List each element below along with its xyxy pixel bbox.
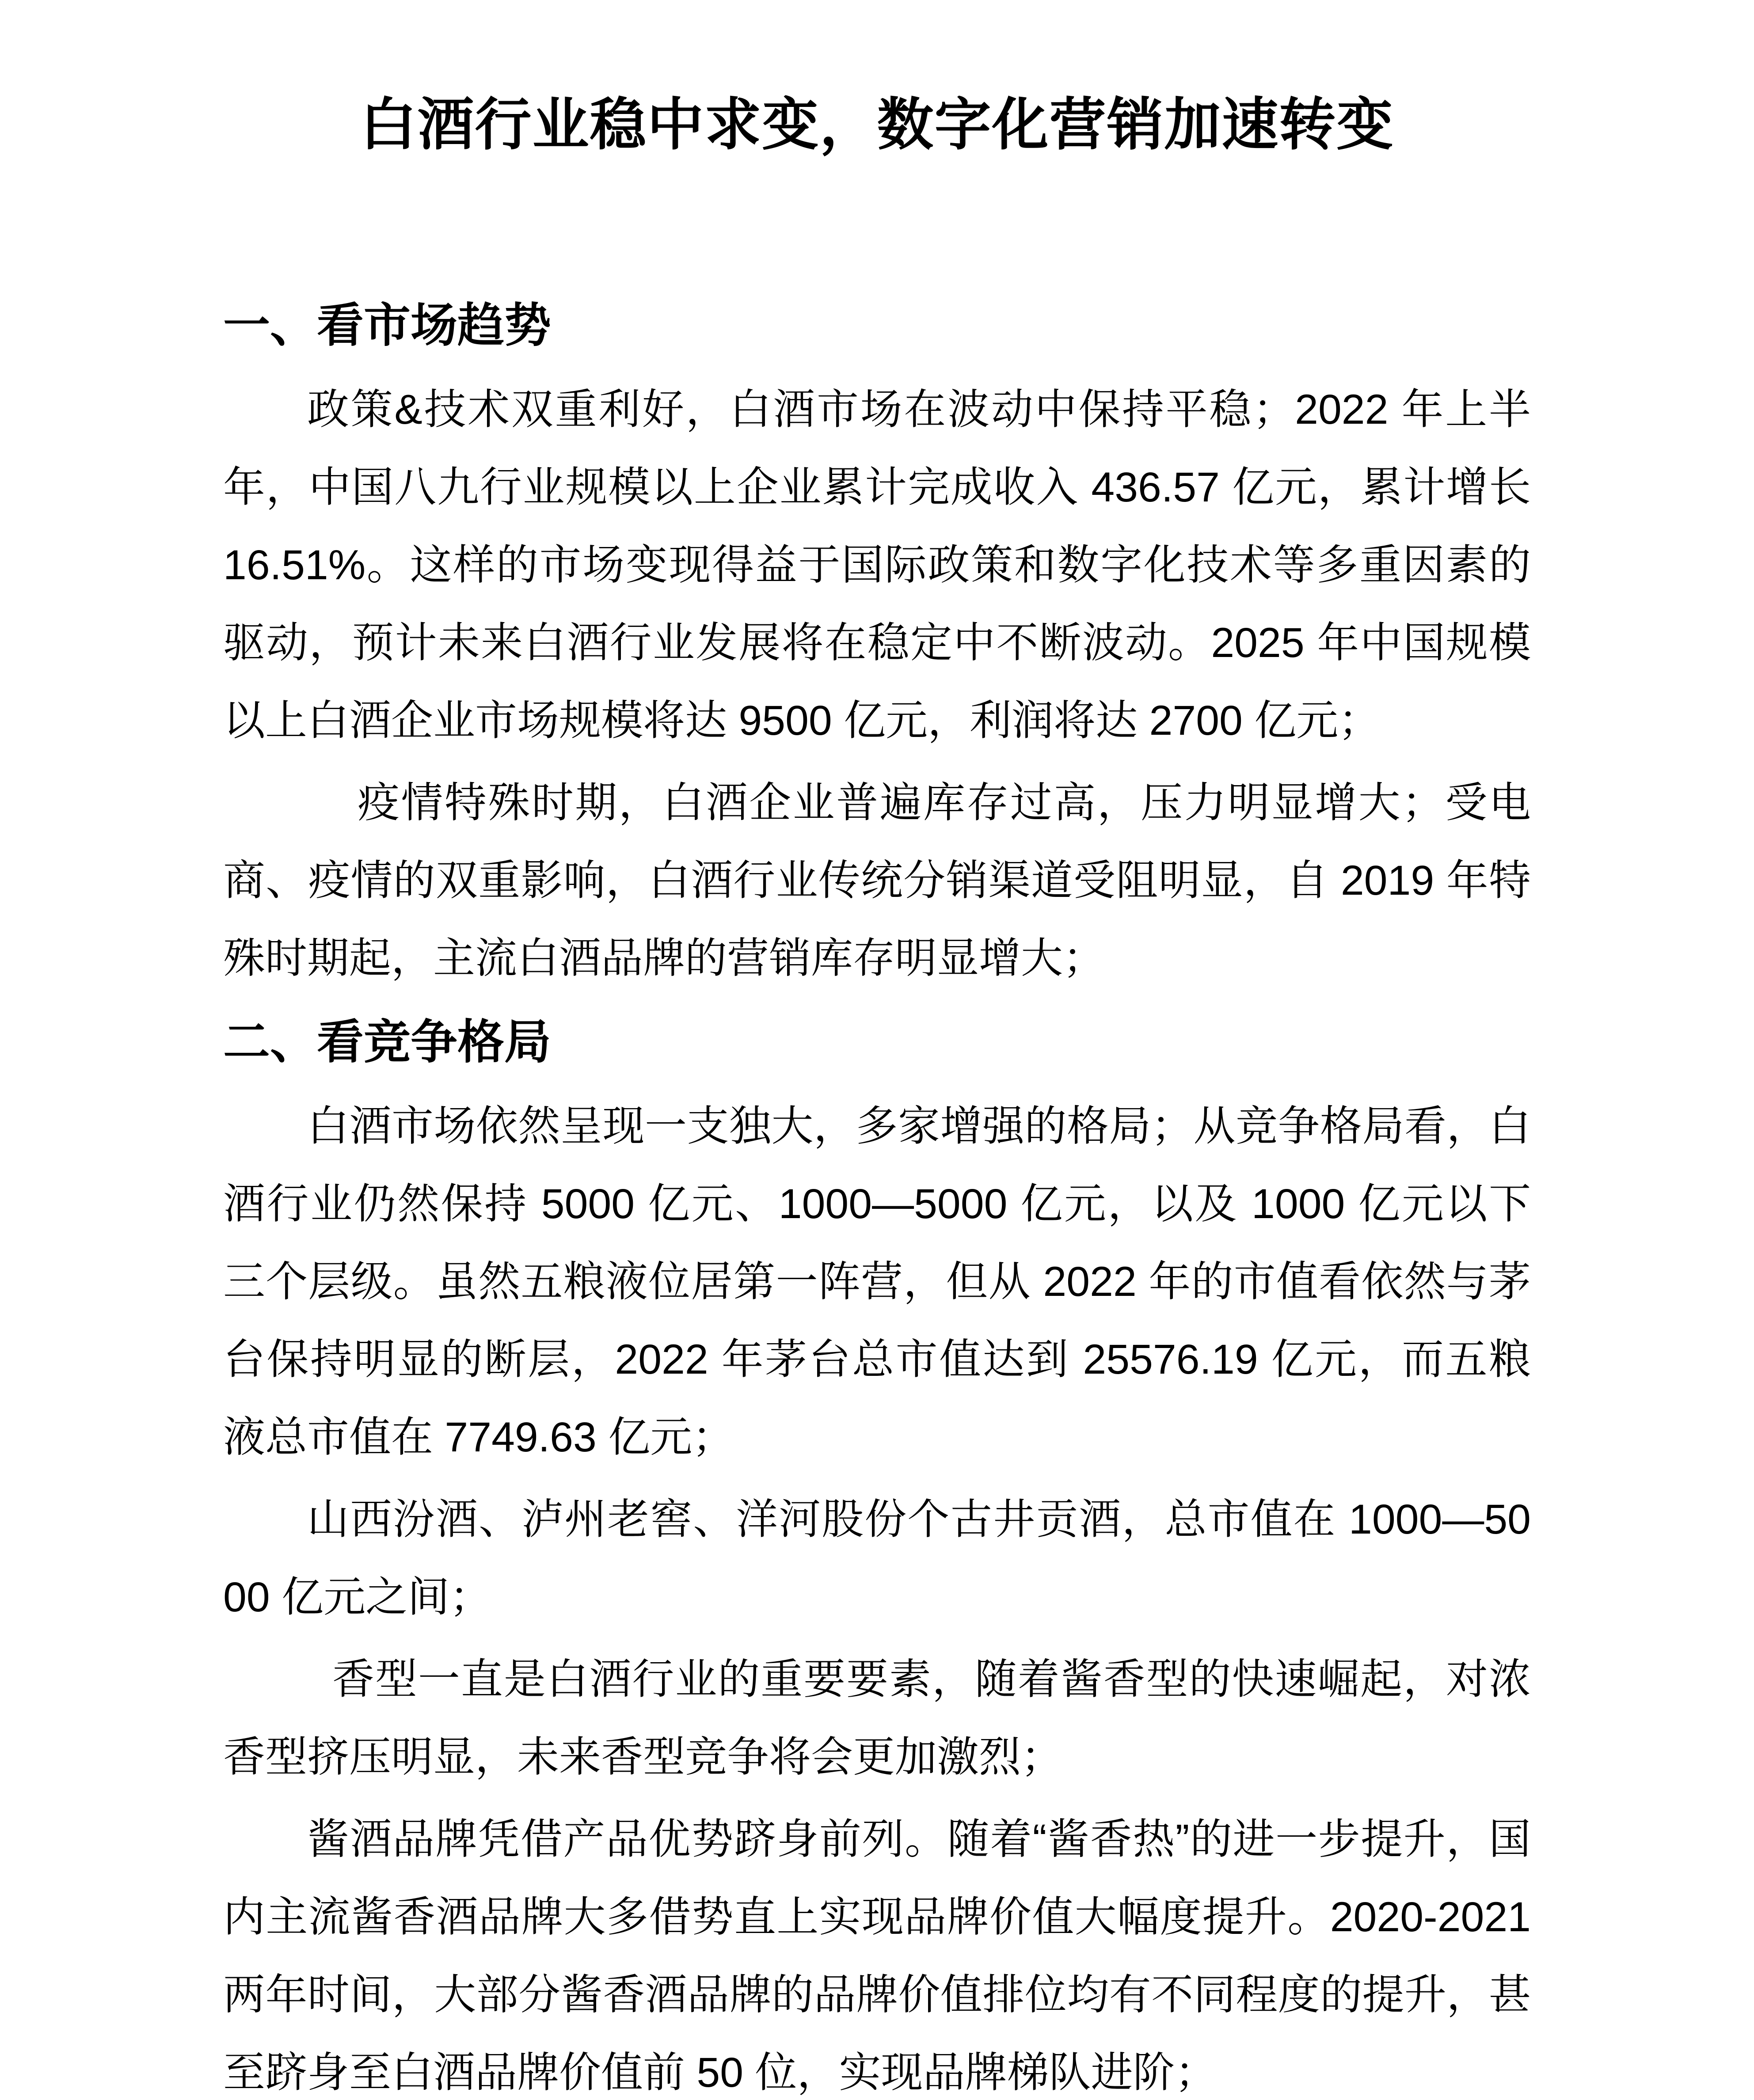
section-heading-market-trends: 一、看市场趋势	[223, 300, 551, 352]
document-title: 白酒行业稳中求变，数字化营销加速转变	[360, 93, 1394, 156]
paragraph-aroma-types: 香型一直是白酒行业的重要要素，随着酱香型的快速崛起，对浓香型挤压明显，未来香型竞争将会更加激烈；	[223, 1656, 1531, 1781]
paragraph-pandemic-inventory: 疫情特殊时期，白酒企业普遍库存过高，压力明显增大；受电商、疫情的双重影响，白酒行业传统分销渠道受阻明显，自 2019 年特殊时期起，主流白酒品牌的营销库存明显增大；	[223, 779, 1531, 982]
section-heading-competitive-landscape: 二、看竞争格局	[223, 1016, 551, 1068]
section-competitive-landscape	[223, 1002, 1531, 2100]
paragraph-second-tier-brands: 山西汾酒、泸州老窖、洋河股份个古井贡酒，总市值在 1000—5000 亿元之间；	[223, 1496, 1531, 1621]
section-market-trends	[223, 285, 1531, 997]
paragraph-sauce-aroma-brands: 酱酒品牌凭借产品优势跻身前列。随着“酱香热”的进一步提升，国内主流酱香酒品牌大多借势直上实现品牌价值大幅度提升。2020-2021 两年时间，大部分酱香酒品牌的品牌价值排位均有不同程度的提升，甚至跻身至白酒品牌价值前 50 位，实现品牌梯队进阶；	[223, 1816, 1531, 2096]
paragraph-policy-tech: 政策&技术双重利好，白酒市场在波动中保持平稳；2022 年上半年，中国八九行业规模以上企业累计完成收入 436.57 亿元，累计增长 16.51%。这样的市场变现得益于国际政策和数字化技术等多重因素的驱动，预计未来白酒行业发展将在稳定中不断波动。2025 年中国规模以上白酒企业市场规模将达 9500 亿元，利润将达 2700 亿元；	[223, 386, 1531, 744]
paragraph-market-tiers: 白酒市场依然呈现一支独大，多家增强的格局；从竞争格局看，白酒行业仍然保持 5000 亿元、1000—5000 亿元，以及 1000 亿元以下三个层级。虽然五粮液位居第一阵营，但从 2022 年的市值看依然与茅台保持明显的断层，2022 年茅台总市值达到 25576.19 亿元，而五粮液总市值在 7749.63 亿元；	[223, 1103, 1531, 1461]
